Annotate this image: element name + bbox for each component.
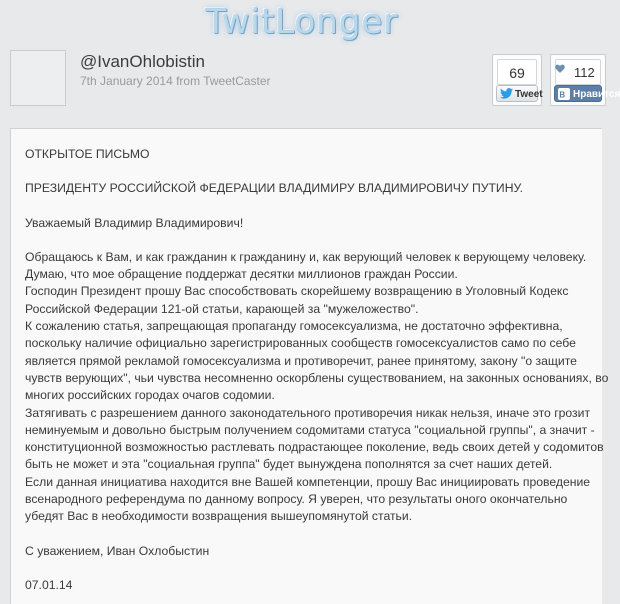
letter-line: убедят Вас в необходимости возвращения вышеупомянутой статьи. bbox=[25, 509, 413, 524]
letter-line: конституционной возможностью растлевать подрастающее поколение, ведь своих детей у содомитов bbox=[25, 440, 604, 455]
letter-body bbox=[10, 128, 609, 604]
avatar[interactable] bbox=[10, 50, 66, 106]
vk-like-widget bbox=[550, 54, 620, 106]
vk-like-label: Нравится bbox=[573, 89, 620, 100]
vk-logo-icon bbox=[558, 88, 570, 100]
vk-like-button[interactable] bbox=[554, 85, 620, 102]
letter-line: Затягивать с разрешением данного законодательного противоречия никак нельзя, иначе это грозит bbox=[25, 405, 591, 420]
heart-icon bbox=[555, 64, 565, 73]
letter-greeting: Уважаемый Владимир Владимирович! bbox=[25, 215, 244, 230]
letter-line: Если данная инициатива находится вне Вашей компетенции, прошу Вас инициировать проведение bbox=[25, 474, 591, 489]
letter-line: Российской Федерации 121-ой статьи, карающей за "мужеложество". bbox=[25, 301, 419, 316]
letter-line: Господин Президент прошу Вас способствовать скорейшему возвращению в Уголовный Кодекс bbox=[25, 284, 569, 299]
letter-line: неминуемым и довольно быстрым получением содомитами статуса "социальной группы", а значит - bbox=[25, 422, 595, 437]
letter-line: быть не может и эта "социальная группа" будет вынуждена пополнятся за счет наших детей. bbox=[25, 457, 553, 472]
letter-line: К сожалению статья, запрещающая пропаганду гомосексуализма, не достаточно эффективна, bbox=[25, 319, 563, 334]
letter-line: Обращаюсь к Вам, и как гражданин к гражданину и, как верующий человек к верующему человеку. bbox=[25, 249, 587, 264]
tweet-button[interactable] bbox=[496, 85, 543, 102]
tweet-share-widget bbox=[492, 54, 542, 106]
twitlonger-logo[interactable]: TwitLonger bbox=[205, 2, 399, 42]
letter-line: всенародного референдума по данному вопросу. Я уверен, что результаты оного окончательно bbox=[25, 492, 568, 507]
letter-line: является прямой рекламой гомосексуализма и противоречит, ранее принятому, закону "о защите bbox=[25, 353, 577, 368]
letter-title: ОТКРЫТОЕ ПИСЬМО bbox=[25, 147, 150, 161]
svg-text:B: B bbox=[559, 90, 566, 100]
username-link[interactable]: @IvanOhlobistin bbox=[80, 52, 205, 71]
post-meta: 7th January 2014 from TweetCaster bbox=[80, 74, 271, 88]
vk-like-count-value: 112 bbox=[574, 65, 595, 80]
letter-addressee: ПРЕЗИДЕНТУ РОССИЙСКОЙ ФЕДЕРАЦИИ ВЛАДИМИРУ ВЛАДИМИРОВИЧУ ПУТИНУ. bbox=[25, 181, 524, 196]
letter-line: чувств верующих", чьи чувства несомненно оскорблены существованием, на законных основаниях, во bbox=[25, 370, 609, 385]
letter-line: многих российских городах очагов содомии. bbox=[25, 388, 275, 403]
letter-signature: С уважением, Иван Охлобыстин bbox=[25, 543, 210, 558]
twitter-bird-icon bbox=[500, 88, 513, 99]
letter-date: 07.01.14 bbox=[25, 577, 73, 592]
tweet-count: 69 bbox=[497, 59, 537, 85]
letter-line: Думаю, что мое обращение поддержат десятки миллионов граждан России. bbox=[25, 267, 458, 282]
tweet-button-label: Tweet bbox=[515, 89, 543, 100]
letter-line: поскольку наличие официально зарегистрированных сообществ гомосексуалистов само по себе bbox=[25, 336, 576, 351]
